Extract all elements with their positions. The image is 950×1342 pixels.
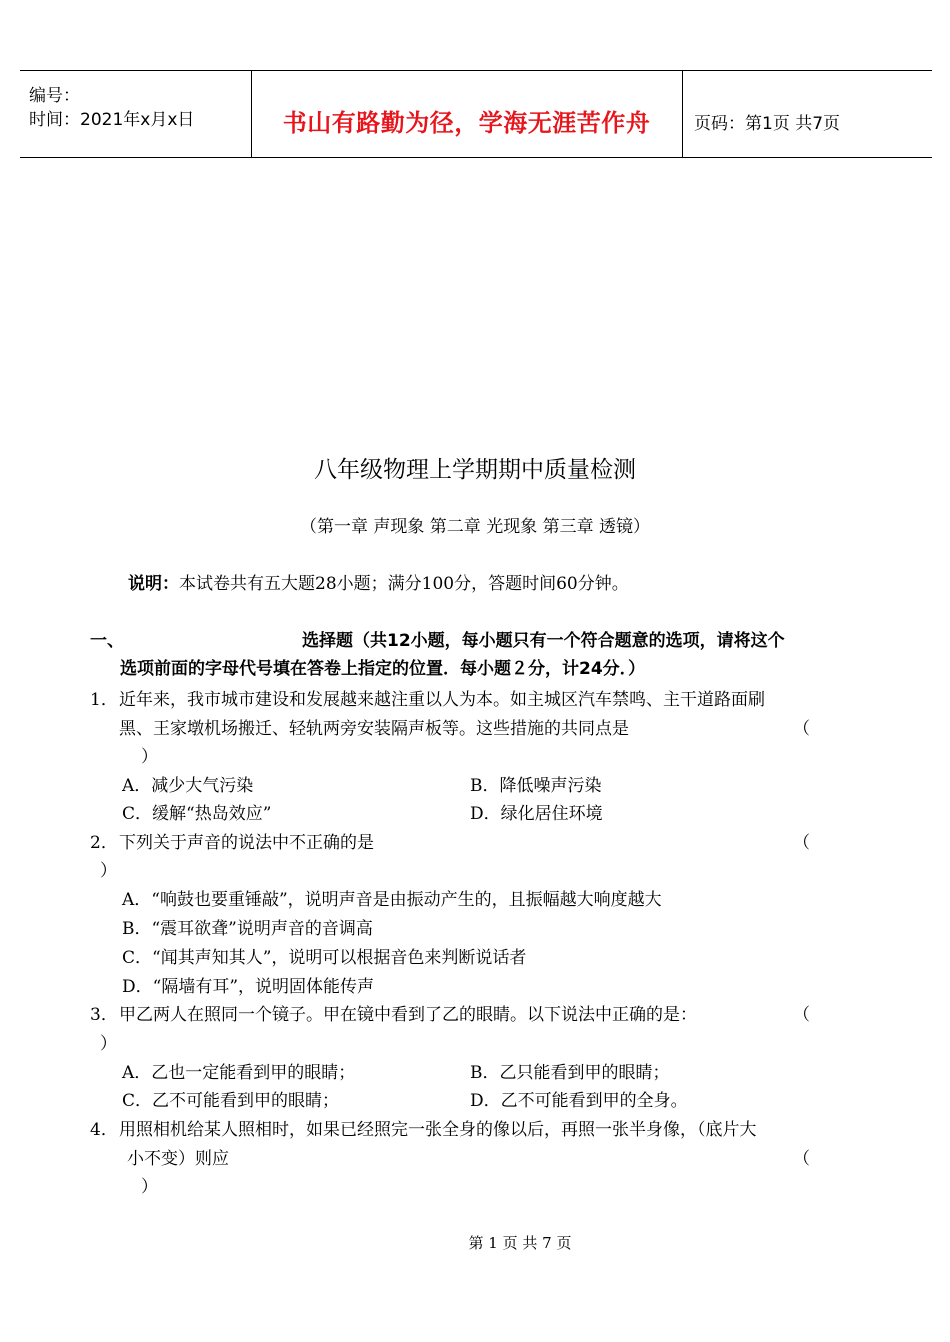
answer-paren-open: （ bbox=[793, 719, 810, 739]
option-d: D．绿化居住环境 bbox=[470, 804, 603, 824]
question-number: 3． bbox=[90, 1005, 118, 1025]
question-text: 近年来，我市城市建设和发展越来越注重以人为本。如主城区汽车禁鸣、主干道路面刷 bbox=[119, 690, 765, 710]
question-text: 小不变）则应 bbox=[127, 1149, 229, 1169]
question-number: 2． bbox=[90, 833, 118, 853]
exam-note-text: 本试卷共有五大题28小题；满分100分，答题时间60分钟。 bbox=[179, 574, 629, 594]
answer-paren-open: （ bbox=[793, 833, 810, 853]
option-d: D．乙不可能看到甲的全身。 bbox=[470, 1091, 688, 1111]
page-subtitle: （第一章 声现象 第二章 光现象 第三章 透镜） bbox=[299, 517, 651, 537]
section-heading-line1: 选择题（共12小题，每小题只有一个符合题意的选项，请将这个 bbox=[302, 631, 785, 651]
answer-paren-close: ） bbox=[100, 861, 117, 881]
option-d: D．“隔墙有耳”，说明固体能传声 bbox=[122, 977, 375, 997]
question-text: 黑、王家墩机场搬迁、轻轨两旁安装隔声板等。这些措施的共同点是 bbox=[119, 719, 629, 739]
question-number: 1． bbox=[90, 690, 118, 710]
option-a: A．“响鼓也要重锤敲”，说明声音是由振动产生的，且振幅越大响度越大 bbox=[122, 890, 662, 910]
answer-paren-open: （ bbox=[793, 1149, 810, 1169]
exam-note-label: 说明： bbox=[128, 574, 179, 594]
motto-text: 书山有路勤为径，学海无涯苦作舟 bbox=[282, 109, 651, 137]
answer-paren-close: ） bbox=[100, 1034, 117, 1054]
answer-paren-open: （ bbox=[793, 1005, 810, 1025]
header-page-cell bbox=[683, 71, 932, 157]
page-footer: 第 1 页 共 7 页 bbox=[468, 1234, 572, 1252]
exam-note bbox=[128, 569, 629, 594]
document-time-label: 时间：2021年x月x日 bbox=[29, 110, 195, 130]
answer-paren-close: ） bbox=[141, 1177, 158, 1197]
section-number: 一、 bbox=[90, 631, 124, 651]
option-c: C．“闻其声知其人”，说明可以根据音色来判断说话者 bbox=[122, 948, 527, 968]
section-heading-line2: 选项前面的字母代号填在答卷上指定的位置．每小题２分，计24分．） bbox=[120, 659, 646, 679]
option-b: B．“震耳欲聋”说明声音的音调高 bbox=[122, 919, 373, 939]
question-text: 用照相机给某人照相时，如果已经照完一张全身的像以后，再照一张半身像，（底片大 bbox=[119, 1120, 757, 1140]
document-header bbox=[20, 70, 932, 158]
option-c: C．缓解“热岛效应” bbox=[122, 804, 272, 824]
option-b: B．乙只能看到甲的眼睛； bbox=[470, 1063, 670, 1083]
header-page-info: 页码：第1页 共7页 bbox=[694, 114, 841, 134]
header-meta-cell bbox=[20, 71, 252, 157]
question-text: 下列关于声音的说法中不正确的是 bbox=[119, 833, 374, 853]
option-a: A．减少大气污染 bbox=[122, 776, 254, 796]
answer-paren-close: ） bbox=[141, 747, 158, 767]
option-c: C．乙不可能看到甲的眼睛； bbox=[122, 1091, 340, 1111]
question-text: 甲乙两人在照同一个镜子。甲在镜中看到了乙的眼睛。以下说法中正确的是： bbox=[119, 1005, 697, 1025]
option-a: A．乙也一定能看到甲的眼睛； bbox=[122, 1063, 356, 1083]
header-motto-cell bbox=[251, 71, 683, 157]
option-b: B．降低噪声污染 bbox=[470, 776, 602, 796]
document-number-label: 编号： bbox=[29, 86, 80, 106]
question-number: 4． bbox=[90, 1120, 118, 1140]
page-title: 八年级物理上学期期中质量检测 bbox=[314, 457, 636, 483]
